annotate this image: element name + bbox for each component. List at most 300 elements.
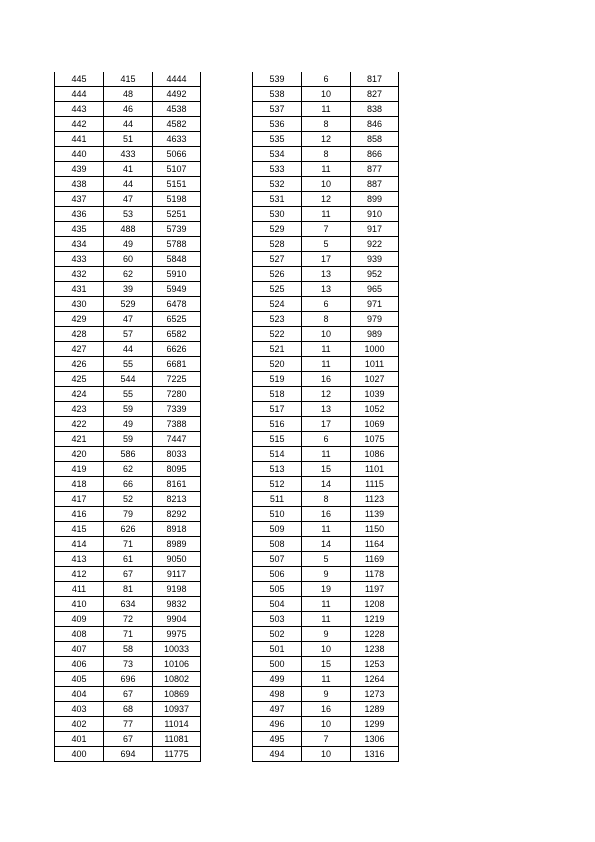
count-cell: 60	[104, 252, 153, 267]
cumulative-cell: 1178	[351, 567, 399, 582]
count-cell: 15	[302, 657, 351, 672]
score-cell: 401	[55, 732, 104, 747]
score-cell: 499	[253, 672, 302, 687]
cumulative-cell: 5107	[153, 162, 201, 177]
cumulative-cell: 858	[351, 132, 399, 147]
cumulative-cell: 965	[351, 282, 399, 297]
score-cell: 525	[253, 282, 302, 297]
table-row	[253, 327, 399, 342]
cumulative-cell: 7339	[153, 402, 201, 417]
count-cell: 44	[104, 177, 153, 192]
table-row	[253, 597, 399, 612]
table-row	[55, 177, 201, 192]
count-cell: 12	[302, 132, 351, 147]
count-cell: 10	[302, 642, 351, 657]
score-cell: 445	[55, 72, 104, 87]
table-row	[55, 297, 201, 312]
cumulative-cell: 6525	[153, 312, 201, 327]
table-row	[55, 642, 201, 657]
score-cell: 431	[55, 282, 104, 297]
score-cell: 510	[253, 507, 302, 522]
cumulative-cell: 1139	[351, 507, 399, 522]
score-cell: 527	[253, 252, 302, 267]
cumulative-cell: 7225	[153, 372, 201, 387]
count-cell: 488	[104, 222, 153, 237]
cumulative-cell: 10937	[153, 702, 201, 717]
cumulative-cell: 838	[351, 102, 399, 117]
count-cell: 73	[104, 657, 153, 672]
table-row	[253, 447, 399, 462]
table-row	[55, 627, 201, 642]
score-cell: 424	[55, 387, 104, 402]
cumulative-cell: 11014	[153, 717, 201, 732]
table-row	[55, 72, 201, 87]
table-row	[253, 432, 399, 447]
count-cell: 67	[104, 732, 153, 747]
table-row	[253, 492, 399, 507]
cumulative-cell: 1027	[351, 372, 399, 387]
count-cell: 77	[104, 717, 153, 732]
score-cell: 494	[253, 747, 302, 762]
score-cell: 418	[55, 477, 104, 492]
table-row	[55, 597, 201, 612]
table-row	[55, 147, 201, 162]
count-cell: 8	[302, 147, 351, 162]
cumulative-cell: 10033	[153, 642, 201, 657]
score-cell: 403	[55, 702, 104, 717]
cumulative-cell: 10802	[153, 672, 201, 687]
table-row	[253, 357, 399, 372]
score-cell: 528	[253, 237, 302, 252]
count-cell: 41	[104, 162, 153, 177]
score-cell: 426	[55, 357, 104, 372]
cumulative-cell: 10869	[153, 687, 201, 702]
cumulative-cell: 5739	[153, 222, 201, 237]
table-row	[253, 477, 399, 492]
cumulative-cell: 8033	[153, 447, 201, 462]
score-cell: 423	[55, 402, 104, 417]
count-cell: 51	[104, 132, 153, 147]
score-cell: 411	[55, 582, 104, 597]
table-row	[55, 492, 201, 507]
count-cell: 13	[302, 402, 351, 417]
cumulative-cell: 4538	[153, 102, 201, 117]
cumulative-cell: 922	[351, 237, 399, 252]
count-cell: 55	[104, 357, 153, 372]
table-row	[55, 102, 201, 117]
count-cell: 14	[302, 537, 351, 552]
cumulative-cell: 1011	[351, 357, 399, 372]
score-cell: 505	[253, 582, 302, 597]
score-cell: 405	[55, 672, 104, 687]
score-cell: 421	[55, 432, 104, 447]
cumulative-cell: 1052	[351, 402, 399, 417]
score-cell: 439	[55, 162, 104, 177]
table-row	[253, 717, 399, 732]
table-row	[55, 687, 201, 702]
score-cell: 523	[253, 312, 302, 327]
count-cell: 6	[302, 72, 351, 87]
cumulative-cell: 1123	[351, 492, 399, 507]
count-cell: 16	[302, 372, 351, 387]
count-cell: 44	[104, 342, 153, 357]
count-cell: 67	[104, 567, 153, 582]
count-cell: 59	[104, 432, 153, 447]
cumulative-cell: 1219	[351, 612, 399, 627]
score-cell: 406	[55, 657, 104, 672]
cumulative-cell: 1000	[351, 342, 399, 357]
table-row	[253, 537, 399, 552]
table-row	[55, 132, 201, 147]
score-cell: 444	[55, 87, 104, 102]
count-cell: 48	[104, 87, 153, 102]
table-row	[253, 222, 399, 237]
cumulative-cell: 866	[351, 147, 399, 162]
count-cell: 626	[104, 522, 153, 537]
cumulative-cell: 4633	[153, 132, 201, 147]
score-cell: 507	[253, 552, 302, 567]
count-cell: 6	[302, 432, 351, 447]
score-cell: 432	[55, 267, 104, 282]
count-cell: 9	[302, 567, 351, 582]
score-cell: 428	[55, 327, 104, 342]
count-cell: 49	[104, 417, 153, 432]
score-cell: 496	[253, 717, 302, 732]
score-cell: 413	[55, 552, 104, 567]
table-row	[55, 342, 201, 357]
table-row	[55, 507, 201, 522]
count-cell: 13	[302, 282, 351, 297]
count-cell: 16	[302, 507, 351, 522]
cumulative-cell: 1069	[351, 417, 399, 432]
score-cell: 519	[253, 372, 302, 387]
table-row	[253, 267, 399, 282]
cumulative-cell: 877	[351, 162, 399, 177]
cumulative-cell: 1264	[351, 672, 399, 687]
score-cell: 437	[55, 192, 104, 207]
table-row	[253, 312, 399, 327]
count-cell: 696	[104, 672, 153, 687]
count-cell: 10	[302, 327, 351, 342]
count-cell: 7	[302, 222, 351, 237]
table-row	[55, 582, 201, 597]
table-row	[253, 372, 399, 387]
table-row	[253, 672, 399, 687]
score-cell: 427	[55, 342, 104, 357]
table-row	[55, 237, 201, 252]
score-cell: 512	[253, 477, 302, 492]
score-cell: 521	[253, 342, 302, 357]
table-row	[253, 207, 399, 222]
count-cell: 47	[104, 192, 153, 207]
cumulative-cell: 6582	[153, 327, 201, 342]
count-cell: 8	[302, 492, 351, 507]
score-cell: 535	[253, 132, 302, 147]
count-cell: 68	[104, 702, 153, 717]
count-cell: 11	[302, 342, 351, 357]
table-row	[253, 297, 399, 312]
table-row	[55, 402, 201, 417]
table-row	[55, 312, 201, 327]
count-cell: 17	[302, 252, 351, 267]
cumulative-cell: 1101	[351, 462, 399, 477]
table-row	[253, 252, 399, 267]
cumulative-cell: 5788	[153, 237, 201, 252]
cumulative-cell: 1273	[351, 687, 399, 702]
count-cell: 59	[104, 402, 153, 417]
cumulative-cell: 5949	[153, 282, 201, 297]
score-cell: 436	[55, 207, 104, 222]
count-cell: 14	[302, 477, 351, 492]
score-cell: 434	[55, 237, 104, 252]
cumulative-cell: 10106	[153, 657, 201, 672]
cumulative-cell: 1306	[351, 732, 399, 747]
table-row	[253, 162, 399, 177]
table-row	[55, 117, 201, 132]
score-cell: 536	[253, 117, 302, 132]
count-cell: 44	[104, 117, 153, 132]
score-cell: 524	[253, 297, 302, 312]
count-cell: 16	[302, 702, 351, 717]
table-row	[55, 162, 201, 177]
table-row	[253, 132, 399, 147]
table-row	[253, 237, 399, 252]
cumulative-cell: 1150	[351, 522, 399, 537]
cumulative-cell: 989	[351, 327, 399, 342]
score-cell: 530	[253, 207, 302, 222]
table-row	[55, 717, 201, 732]
table-row	[253, 552, 399, 567]
cumulative-cell: 1039	[351, 387, 399, 402]
table-row	[253, 612, 399, 627]
score-cell: 412	[55, 567, 104, 582]
cumulative-cell: 1115	[351, 477, 399, 492]
count-cell: 11	[302, 612, 351, 627]
cumulative-cell: 7280	[153, 387, 201, 402]
score-cell: 526	[253, 267, 302, 282]
cumulative-cell: 846	[351, 117, 399, 132]
table-row	[253, 177, 399, 192]
cumulative-cell: 9198	[153, 582, 201, 597]
score-cell: 497	[253, 702, 302, 717]
cumulative-cell: 4444	[153, 72, 201, 87]
cumulative-cell: 1289	[351, 702, 399, 717]
cumulative-cell: 6478	[153, 297, 201, 312]
table-row	[253, 567, 399, 582]
count-cell: 9	[302, 627, 351, 642]
table-row	[55, 282, 201, 297]
cumulative-cell: 827	[351, 87, 399, 102]
table-row	[55, 747, 201, 762]
table-row	[253, 402, 399, 417]
cumulative-cell: 8213	[153, 492, 201, 507]
score-cell: 504	[253, 597, 302, 612]
score-cell: 409	[55, 612, 104, 627]
count-cell: 415	[104, 72, 153, 87]
count-cell: 52	[104, 492, 153, 507]
cumulative-cell: 1228	[351, 627, 399, 642]
score-cell: 515	[253, 432, 302, 447]
cumulative-cell: 9117	[153, 567, 201, 582]
score-cell: 408	[55, 627, 104, 642]
count-cell: 11	[302, 357, 351, 372]
table-row	[55, 552, 201, 567]
cumulative-cell: 1197	[351, 582, 399, 597]
score-cell: 522	[253, 327, 302, 342]
cumulative-cell: 1238	[351, 642, 399, 657]
score-cell: 440	[55, 147, 104, 162]
table-row	[55, 537, 201, 552]
score-cell: 425	[55, 372, 104, 387]
score-cell: 533	[253, 162, 302, 177]
score-cell: 508	[253, 537, 302, 552]
count-cell: 46	[104, 102, 153, 117]
cumulative-cell: 887	[351, 177, 399, 192]
score-cell: 433	[55, 252, 104, 267]
count-cell: 12	[302, 192, 351, 207]
count-cell: 10	[302, 87, 351, 102]
cumulative-cell: 4582	[153, 117, 201, 132]
count-cell: 49	[104, 237, 153, 252]
score-cell: 430	[55, 297, 104, 312]
score-cell: 538	[253, 87, 302, 102]
score-cell: 509	[253, 522, 302, 537]
cumulative-cell: 1169	[351, 552, 399, 567]
cumulative-cell: 11081	[153, 732, 201, 747]
cumulative-cell: 1208	[351, 597, 399, 612]
cumulative-cell: 952	[351, 267, 399, 282]
count-cell: 10	[302, 747, 351, 762]
count-cell: 9	[302, 687, 351, 702]
cumulative-cell: 8292	[153, 507, 201, 522]
score-cell: 500	[253, 657, 302, 672]
cumulative-cell: 917	[351, 222, 399, 237]
count-cell: 8	[302, 312, 351, 327]
score-cell: 410	[55, 597, 104, 612]
table-row	[253, 192, 399, 207]
cumulative-cell: 8161	[153, 477, 201, 492]
cumulative-cell: 6626	[153, 342, 201, 357]
score-cell: 414	[55, 537, 104, 552]
count-cell: 55	[104, 387, 153, 402]
count-cell: 53	[104, 207, 153, 222]
count-cell: 47	[104, 312, 153, 327]
count-cell: 11	[302, 102, 351, 117]
count-cell: 67	[104, 687, 153, 702]
table-row	[253, 582, 399, 597]
score-cell: 514	[253, 447, 302, 462]
cumulative-cell: 6681	[153, 357, 201, 372]
cumulative-cell: 1316	[351, 747, 399, 762]
table-row	[55, 447, 201, 462]
score-cell: 443	[55, 102, 104, 117]
table-row	[55, 207, 201, 222]
score-cell: 531	[253, 192, 302, 207]
cumulative-cell: 8095	[153, 462, 201, 477]
count-cell: 11	[302, 672, 351, 687]
table-row	[253, 687, 399, 702]
table-row	[55, 357, 201, 372]
table-row	[55, 462, 201, 477]
count-cell: 694	[104, 747, 153, 762]
cumulative-cell: 5910	[153, 267, 201, 282]
count-cell: 586	[104, 447, 153, 462]
count-cell: 19	[302, 582, 351, 597]
count-cell: 66	[104, 477, 153, 492]
table-row	[253, 342, 399, 357]
table-row	[55, 567, 201, 582]
cumulative-cell: 7447	[153, 432, 201, 447]
table-row	[253, 387, 399, 402]
table-row	[55, 417, 201, 432]
cumulative-cell: 5251	[153, 207, 201, 222]
table-row	[55, 267, 201, 282]
table-row	[253, 72, 399, 87]
count-cell: 11	[302, 162, 351, 177]
score-cell: 513	[253, 462, 302, 477]
table-row	[253, 417, 399, 432]
cumulative-cell: 11775	[153, 747, 201, 762]
score-cell: 532	[253, 177, 302, 192]
table-row	[55, 252, 201, 267]
count-cell: 11	[302, 207, 351, 222]
table-row	[253, 747, 399, 762]
table-row	[253, 507, 399, 522]
score-cell: 420	[55, 447, 104, 462]
score-cell: 502	[253, 627, 302, 642]
cumulative-cell: 9050	[153, 552, 201, 567]
score-cell: 495	[253, 732, 302, 747]
cumulative-cell: 9975	[153, 627, 201, 642]
table-row	[55, 192, 201, 207]
table-row	[253, 282, 399, 297]
score-cell: 441	[55, 132, 104, 147]
score-cell: 539	[253, 72, 302, 87]
table-row	[253, 462, 399, 477]
cumulative-cell: 1086	[351, 447, 399, 462]
table-row	[253, 87, 399, 102]
count-cell: 57	[104, 327, 153, 342]
score-cell: 429	[55, 312, 104, 327]
cumulative-cell: 1075	[351, 432, 399, 447]
score-cell: 537	[253, 102, 302, 117]
count-cell: 71	[104, 537, 153, 552]
score-cell: 442	[55, 117, 104, 132]
count-cell: 71	[104, 627, 153, 642]
score-cell: 438	[55, 177, 104, 192]
cumulative-cell: 939	[351, 252, 399, 267]
count-cell: 10	[302, 717, 351, 732]
count-cell: 544	[104, 372, 153, 387]
score-cell: 520	[253, 357, 302, 372]
table-row	[55, 477, 201, 492]
score-cell: 506	[253, 567, 302, 582]
score-cell: 511	[253, 492, 302, 507]
table-row	[253, 732, 399, 747]
score-cell: 402	[55, 717, 104, 732]
count-cell: 62	[104, 267, 153, 282]
table-row	[55, 222, 201, 237]
count-cell: 58	[104, 642, 153, 657]
cumulative-cell: 4492	[153, 87, 201, 102]
score-cell: 529	[253, 222, 302, 237]
score-cell: 516	[253, 417, 302, 432]
count-cell: 5	[302, 237, 351, 252]
cumulative-cell: 5151	[153, 177, 201, 192]
count-cell: 11	[302, 447, 351, 462]
cumulative-cell: 5848	[153, 252, 201, 267]
cumulative-cell: 9832	[153, 597, 201, 612]
